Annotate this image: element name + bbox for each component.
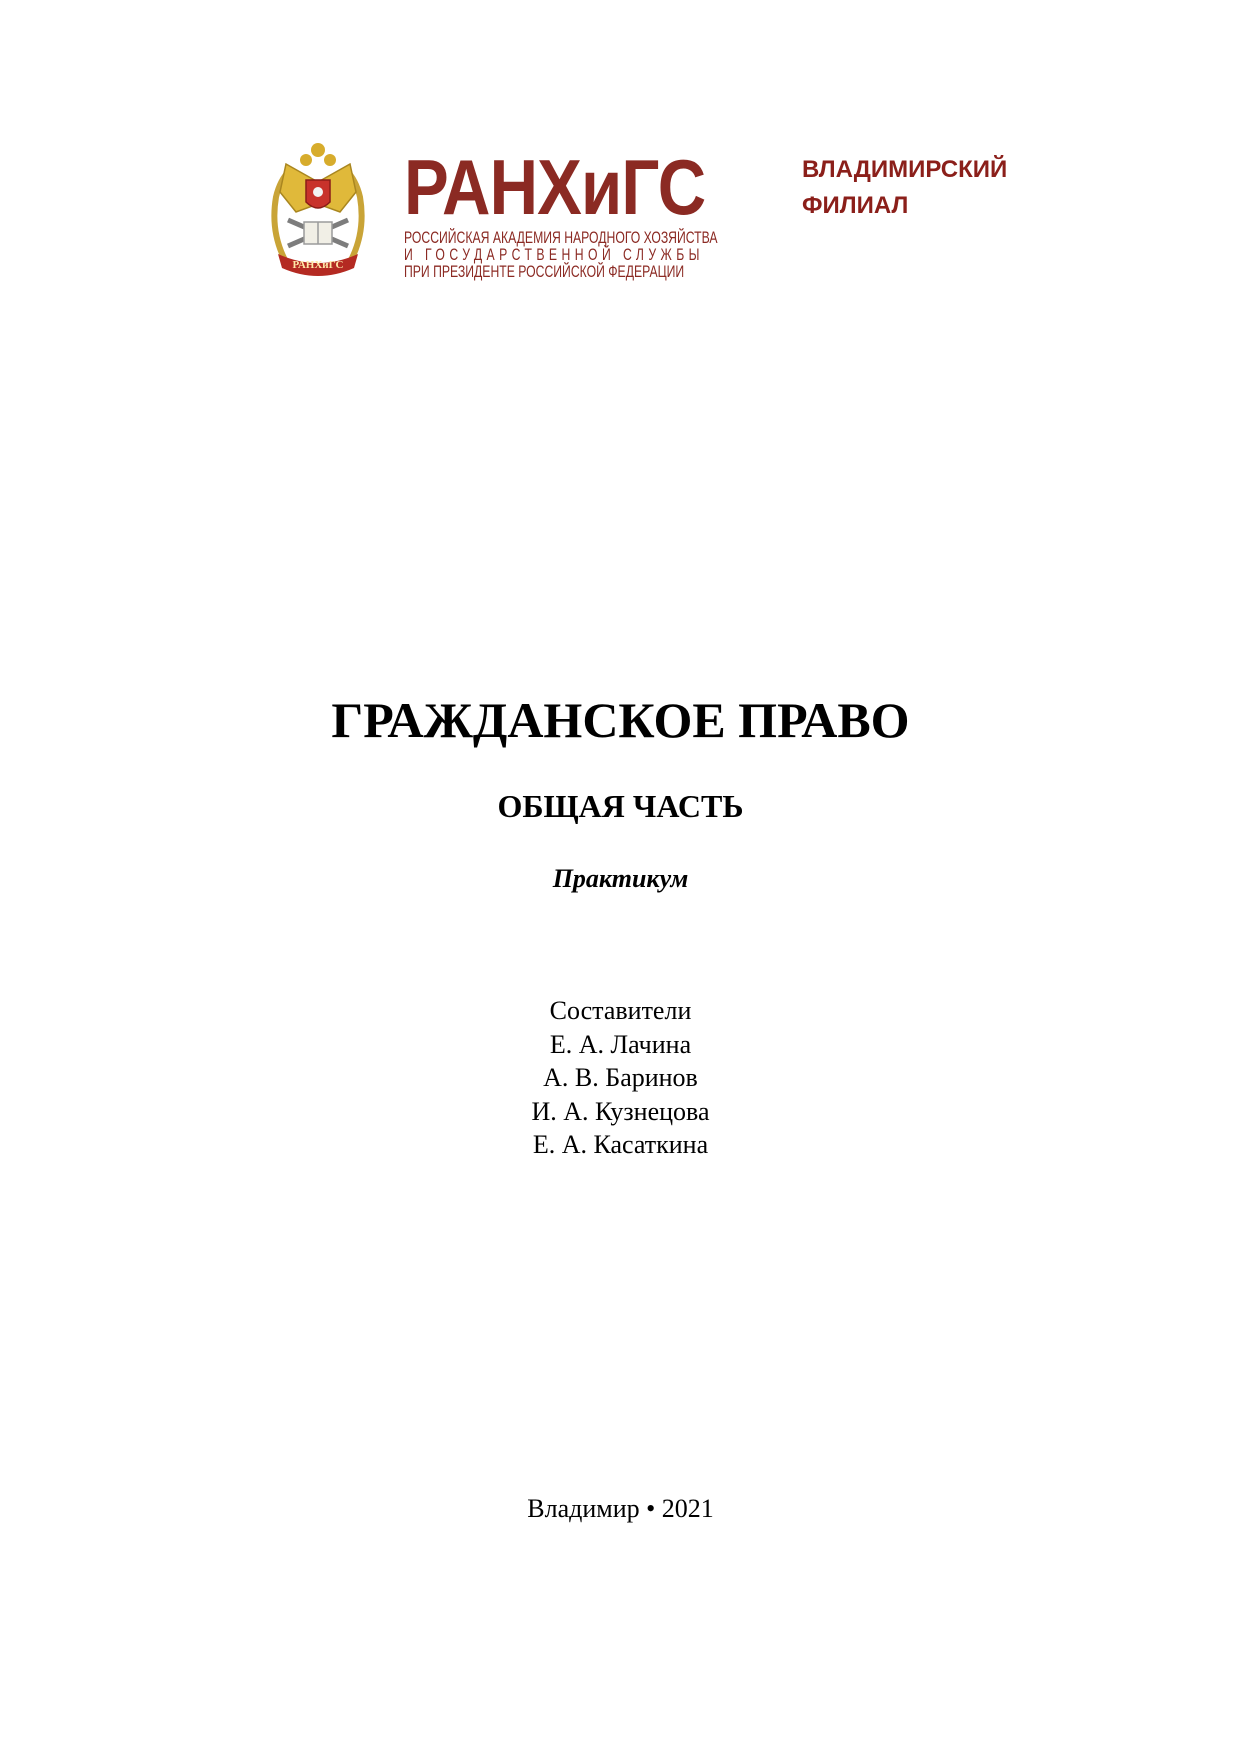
header bbox=[266, 142, 1046, 292]
branch-line-2: ФИЛИАЛ bbox=[802, 192, 909, 219]
academy-full-name bbox=[404, 229, 718, 281]
academy-acronym: РАНХиГС bbox=[404, 143, 706, 231]
branch-line-1: ВЛАДИМИРСКИЙ bbox=[802, 156, 1008, 183]
academy-logo bbox=[404, 143, 718, 283]
compiler-name: Е. А. Касаткина bbox=[532, 1130, 709, 1159]
academy-name-line-2: И ГОСУДАРСТВЕННОЙ СЛУЖБЫ bbox=[404, 246, 704, 264]
branch-name bbox=[802, 152, 1007, 224]
compiler-name: А. В. Баринов bbox=[543, 1063, 698, 1092]
document-kind: Практикум bbox=[552, 864, 689, 893]
emblem-ribbon-text: РАНХиГС bbox=[292, 259, 344, 271]
document-subtitle: ОБЩАЯ ЧАСТЬ bbox=[497, 788, 744, 824]
compilers-block bbox=[0, 994, 1241, 1162]
academy-name-line-1: РОССИЙСКАЯ АКАДЕМИЯ НАРОДНОГО ХОЗЯЙСТВА bbox=[404, 229, 718, 247]
imprint-city-year: Владимир • 2021 bbox=[527, 1494, 714, 1523]
academy-name-line-3: ПРИ ПРЕЗИДЕНТЕ РОССИЙСКОЙ ФЕДЕРАЦИИ bbox=[404, 263, 685, 281]
coat-of-arms-emblem-icon bbox=[266, 142, 370, 282]
compiler-name: Е. А. Лачина bbox=[549, 1029, 692, 1059]
compilers-heading: Составители bbox=[549, 996, 692, 1025]
document-title: ГРАЖДАНСКОЕ ПРАВО bbox=[331, 692, 910, 748]
compiler-name: И. А. Кузнецова bbox=[531, 1096, 710, 1126]
